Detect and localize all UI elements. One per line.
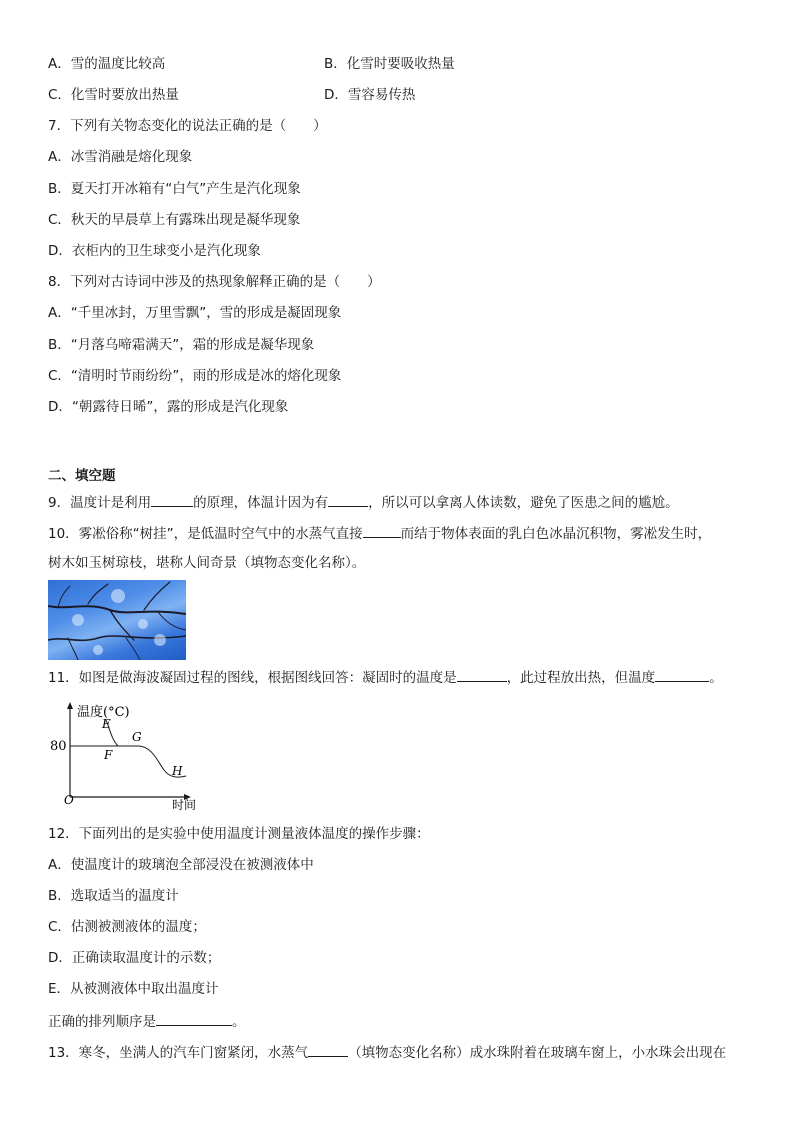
q6-option-b: B．化雪时要吸收热量: [324, 56, 455, 72]
q6-option-c: C．化雪时要放出热量: [48, 87, 179, 103]
q9-part3: ，所以可以拿离人体读数，避免了医患之间的尴尬。: [368, 495, 679, 511]
q6-option-d: D．雪容易传热: [324, 87, 416, 103]
q11-text: [48, 667, 723, 688]
q12-answer: [48, 1011, 246, 1032]
q12-answer-prefix: 正确的排列顺序是: [48, 1014, 156, 1030]
q8-stem: 8．下列对古诗词中涉及的热现象解释正确的是（ ）: [48, 274, 381, 290]
q10-text: [48, 523, 711, 544]
q10-part1: 10．雾凇俗称“树挂”，是低温时空气中的水蒸气直接: [48, 526, 363, 542]
q8-option-b: B．“月落乌啼霜满天”，霜的形成是凝华现象: [48, 337, 315, 353]
q12-option-d: D．正确读取温度计的示数；: [48, 950, 221, 966]
y-axis-label: 温度(°C): [77, 705, 130, 720]
label-e: E: [102, 717, 111, 731]
q6-option-a: A．雪的温度比较高: [48, 56, 166, 72]
q10-blank[interactable]: [363, 523, 401, 538]
q7-option-a: A．冰雪消融是熔化现象: [48, 149, 193, 165]
q9-blank-1[interactable]: [151, 492, 193, 507]
label-g: G: [132, 730, 142, 744]
q7-option-d: D．衣柜内的卫生球变小是汽化现象: [48, 243, 261, 259]
q11-part2: ，此过程放出热，但温度: [506, 670, 656, 686]
y-axis-arrow: [67, 702, 73, 709]
q7-stem: 7．下列有关物态变化的说法正确的是（ ）: [48, 118, 327, 134]
section-title: 二、填空题: [48, 468, 116, 484]
label-h: H: [172, 764, 183, 778]
q7-option-c: C．秋天的早晨草上有露珠出现是凝华现象: [48, 212, 301, 228]
q9-blank-2[interactable]: [328, 492, 368, 507]
rime-branches: [48, 580, 186, 660]
q12-answer-suffix: 。: [232, 1014, 246, 1030]
solidification-graph: [46, 700, 216, 812]
q11-part3: 。: [709, 670, 723, 686]
q12-option-b: B．选取适当的温度计: [48, 888, 179, 904]
label-f: F: [104, 748, 113, 762]
q12-blank[interactable]: [156, 1011, 232, 1026]
q11-part1: 11．如图是做海波凝固过程的图线，根据图线回答：凝固时的温度是: [48, 670, 457, 686]
q8-option-a: A．“千里冰封，万里雪飘”，雪的形成是凝固现象: [48, 305, 342, 321]
tick-80: 80: [50, 739, 67, 754]
q8-option-d: D．“朝露待日晞”，露的形成是汽化现象: [48, 399, 289, 415]
q9-part1: 9．温度计是利用: [48, 495, 152, 511]
q9-part2: 的原理，体温计因为有: [193, 495, 329, 511]
origin-label: O: [64, 793, 74, 807]
q10-line2: 树木如玉树琼枝，堪称人间奇景（填物态变化名称）。: [48, 555, 366, 571]
q7-option-b: B．夏天打开冰箱有“白气”产生是汽化现象: [48, 181, 301, 197]
q11-blank-2[interactable]: [655, 667, 709, 682]
q12-option-e: E．从被测液体中取出温度计: [48, 981, 219, 997]
q10-part2: 而结于物体表面的乳白色冰晶沉积物，雾凇发生时，: [400, 526, 712, 542]
q13-part1: 13．寒冬，坐满人的汽车门窗紧闭，水蒸气: [48, 1045, 309, 1061]
q13-text: [48, 1042, 726, 1063]
q12-option-a: A．使温度计的玻璃泡全部浸没在被测液体中: [48, 857, 314, 873]
q11-blank-1[interactable]: [457, 667, 507, 682]
q12-option-c: C．估测被测液体的温度；: [48, 919, 206, 935]
q9-text: [48, 492, 679, 513]
q13-part2: （填物态变化名称）成水珠附着在玻璃车窗上，小水珠会出现在: [348, 1045, 727, 1061]
q12-stem: 12．下面列出的是实验中使用温度计测量液体温度的操作步骤：: [48, 826, 430, 842]
rime-photo: [48, 580, 186, 660]
x-axis-label: 时间: [172, 798, 197, 812]
q13-blank[interactable]: [308, 1042, 348, 1057]
q8-option-c: C．“清明时节雨纷纷”，雨的形成是冰的熔化现象: [48, 368, 342, 384]
